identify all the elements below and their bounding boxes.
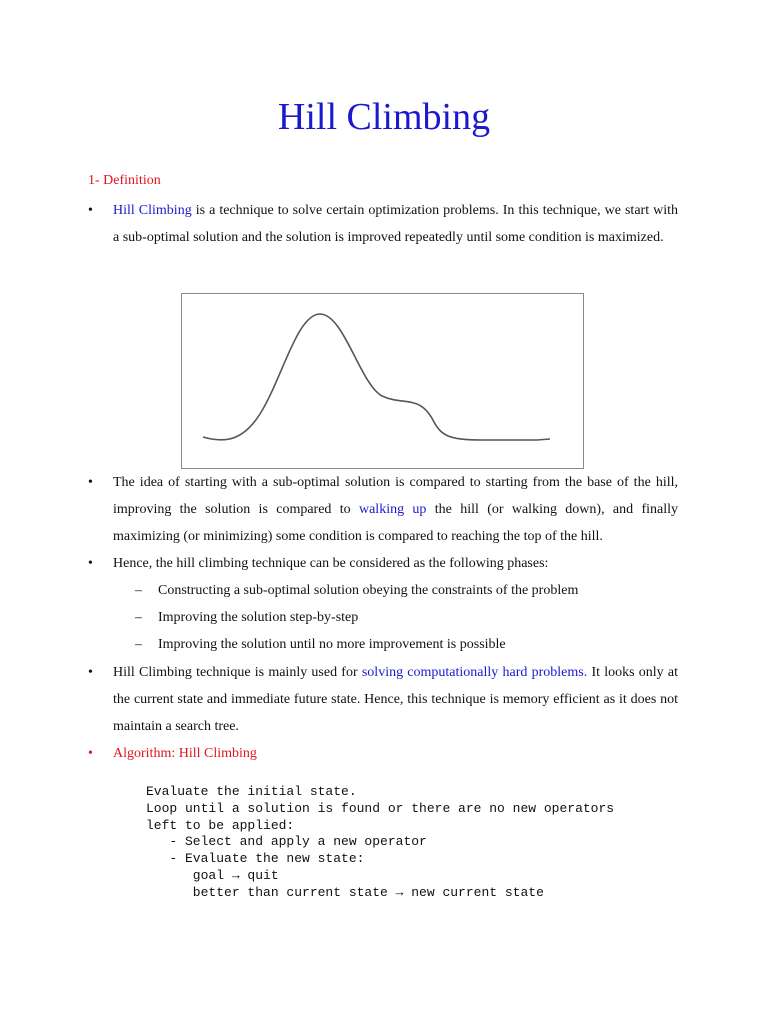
idea-text-end: the hill (or walking down), and finally maximizing (or minimizing) some condition is compared to reaching the top of the hill. — [113, 502, 678, 544]
code-line: - Select and apply a new operator — [146, 834, 427, 850]
code-line: goal → quit — [146, 867, 279, 883]
page-title: Hill Climbing — [277, 96, 491, 138]
phase-item — [135, 577, 578, 604]
bullet-icon: • — [88, 665, 93, 680]
usage-text-end: It looks only at the current state and immediate future state. Hence, this technique is memory efficient as it does not maintain a search tree. — [113, 665, 678, 734]
code-line: Evaluate the initial state. — [146, 784, 357, 799]
bullet-icon: • — [88, 746, 93, 761]
dash-icon: – — [135, 583, 142, 598]
idea-bullet — [88, 469, 678, 550]
algorithm-code-block — [146, 784, 614, 902]
algorithm-bullet — [88, 740, 678, 767]
term-hill-climbing: Hill Climbing — [113, 203, 192, 218]
bullet-text — [113, 469, 678, 550]
phase-item — [135, 604, 358, 631]
phases-bullet — [88, 550, 678, 577]
phase-text: Improving the solution step-by-step — [158, 610, 359, 625]
definition-bullet — [88, 197, 678, 251]
hill-curve-figure — [181, 293, 584, 469]
code-line: left to be applied: — [146, 817, 295, 833]
definition-text: is a technique to solve certain optimization problems. In this technique, we start with a sub-optimal solution and the solution is improved repeatedly until some condition is maximized. — [113, 203, 678, 245]
bullet-text — [113, 197, 678, 251]
code-line: - Evaluate the new state: — [146, 851, 365, 867]
hill-curve-graphic — [182, 294, 583, 468]
phase-text: Constructing a sub-optimal solution obeying the constraints of the problem — [158, 583, 579, 598]
bullet-icon: • — [88, 556, 93, 571]
hill-curve — [203, 314, 550, 440]
phases-intro: Hence, the hill climbing technique can be considered as the following phases: — [113, 556, 549, 571]
code-line: better than current state → new current state — [146, 884, 544, 900]
hard-problems-highlight: solving computationally hard problems. — [361, 665, 588, 680]
bullet-icon: • — [88, 203, 93, 218]
code-line: Loop until a solution is found or there are no new operators — [146, 800, 615, 816]
bullet-icon: • — [88, 475, 93, 490]
walking-up-highlight: walking up — [358, 502, 427, 517]
dash-icon: – — [135, 637, 142, 652]
usage-bullet — [88, 659, 678, 740]
idea-text-start: The idea of starting with a sub-optimal solution is compared to starting from the base of the hill, improving the solution is compared to — [113, 475, 678, 517]
phase-item — [135, 631, 506, 658]
usage-text-start: Hill Climbing technique is mainly used for — [113, 665, 362, 680]
dash-icon: – — [135, 610, 142, 625]
phase-text: Improving the solution until no more improvement is possible — [158, 637, 506, 652]
algorithm-heading: Algorithm: Hill Climbing — [113, 746, 257, 761]
section-heading: 1- Definition — [88, 173, 161, 188]
bullet-text — [113, 659, 678, 740]
